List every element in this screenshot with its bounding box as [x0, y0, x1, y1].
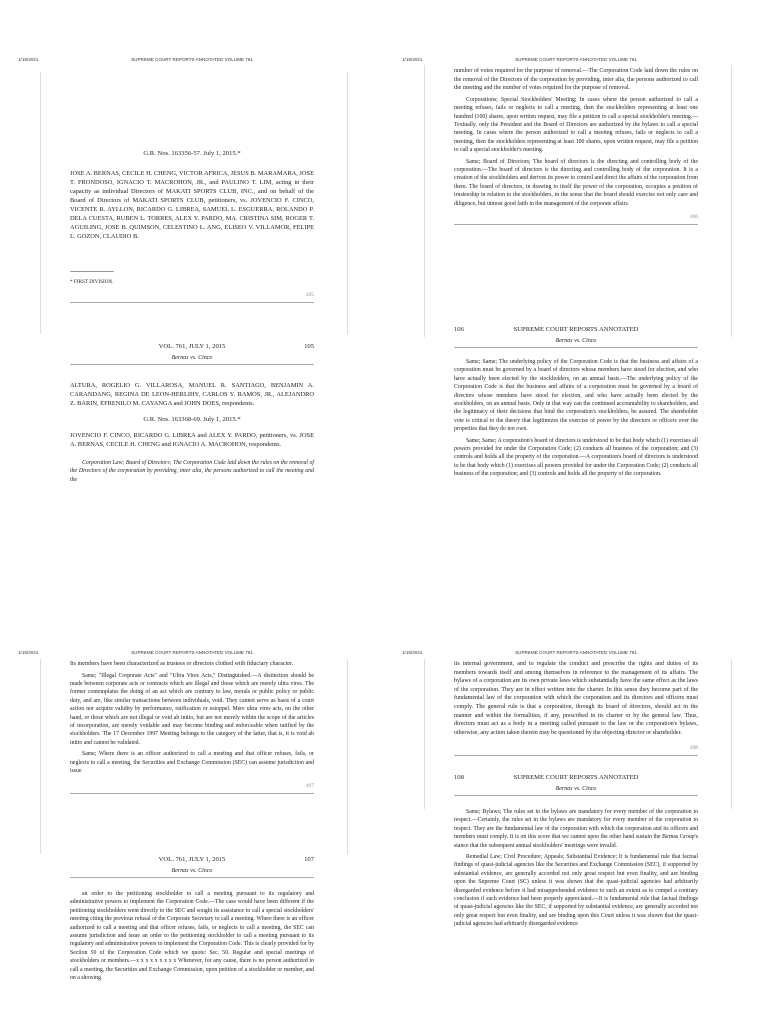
header-date: 1/19/2021 [402, 57, 423, 62]
running-page-number: 108 [454, 774, 464, 781]
gr-number-line: G.R. Nos. 163368-69. July 1, 2015.* [143, 416, 241, 423]
running-subtitle: Bernas vs. Cinco [171, 868, 213, 874]
text-block-1 [454, 660, 698, 756]
page-header [402, 650, 750, 658]
running-rule [70, 364, 314, 365]
page-header [18, 57, 366, 65]
case-block-1 [70, 150, 314, 303]
page-divider [454, 224, 698, 225]
running-volume: VOL. 761, JULY 1, 2015 [158, 343, 226, 350]
header-title: SUPREME COURT REPORTS ANNOTATED VOLUME 761 [515, 57, 637, 62]
body-paragraph: its internal government, and to regulate the conduct and prescribe the rights and duties of its members towards itself and among themselves in reference to the management of its affairs. The bylaws of a corporation are its own private laws which substantially have the same effect as the laws of the corporation. They are in effect written into the charter. In this sense they become part of the fundamental law of the corporation with which the corporation and its directors and officers must comply. The general rule is that a corporation, through its board of directors, should act in the manner and within the formalities, if any, prescribed in its charter or by the general law. Thus, directors must act as a body in a meeting called pursuant to the law or the corporation's bylaws, otherwise, any action taken therein may be questioned by the objecting director or shareholder. [454, 661, 698, 736]
document-page-2 [384, 0, 768, 512]
text-block-2 [454, 326, 698, 479]
syllabus-paragraph: Same; "Illegal Corporate Acts" and "Ultra Vires Acts," Distinguished.—A distinction should be made between corporate acts or contracts which are illegal and those which are merely ultra vires. The former contemplates the doing of an act which are contrary to law, morals or public policy or public duty, and are, like similar transactions between individuals, void. They cannot serve as basis of a court action nor acquire validity by performance, ratification or estoppel. Mere ultra vires acts, on the other hand, or those which are not illegal or void ab initio, but are not merely within the scope of the articles of incorporation, are merely voidable and may become binding and enforceable when ratified by the stockholders. The 17 December 1997 Meeting belongs to the category of the latter, that is, it is void ab initio and cannot be validated. [70, 672, 314, 746]
body-paragraph: number of votes required for the purpose of removal.—The Corporation Code laid down the rules on the removal of the Directors of the corporation by providing, inter alia, the persons authorized to call the meeting and the number of votes required for the purpose of removal. [454, 68, 698, 92]
parties-text: JOVENCIO F. CINCO, RICARDO G. LIBREA and ALEX Y. PARDO, petitioners, vs. JOSE A. BERNAS, CECILE H. CHENG and IGNACIO A. MACROHON, respondents. [70, 432, 314, 448]
header-title: SUPREME COURT REPORTS ANNOTATED VOLUME 761 [131, 650, 253, 655]
syllabus-paragraph: an order to the petitioning stockholder to call a meeting pursuant to its regulatory and administrative powers to implement the Corporation Code.—The case would have been different if the petitioning stockholders went directly to the SEC and sought its assistance to call a special stockholders' meeting citing the previous refusal of the Corporate Secretary to call a meeting. Where there is an officer authorized to call a meeting and that officer refuses, fails, or neglects to call a meeting, the SEC can assume jurisdiction and issue an order to the petitioning stockholder to call a meeting pursuant to its regulatory and administrative powers to implement the Corporation Code. This is clearly provided for by Section 50 of the Corporation Code which we quote: Sec. 50. Regular and special meetings of stockholders or members.—x x x x x x x x x Whenever, for any cause, there is no person authorized to call a meeting, the Securities and Exchange Commission, upon petition of a stockholder or member, and on a showing [70, 891, 314, 982]
body-paragraph: Its members have been characterized as trustees or directors clothed with fiduciary character. [70, 661, 294, 667]
running-title: SUPREME COURT REPORTS ANNOTATED [513, 774, 639, 781]
footnote: * FIRST DIVISION. [70, 279, 114, 285]
syllabus-paragraph: Same; Where there is an officer authorized to call a meeting and that officer refuses, fails, or neglects to call a meeting, the Securities and Exchange Commission (SEC) can assume jurisdiction and issue [70, 751, 314, 775]
text-block-1 [70, 660, 314, 794]
running-rule [454, 347, 698, 348]
text-block-1 [454, 67, 698, 225]
running-rule [70, 877, 314, 878]
document-page-4 [384, 512, 768, 1024]
parties-text: ALTURA, ROGELIO G. VILLAROSA, MANUEL R. SANTIAGO, BENJAMIN A. CARANDANG, REGINA DE LEON-HERLIHY, CARLOS Y. RAMOS, JR., ALEJANDRO Z. BARIN, EFRENILO M. CAYANGA and JOHN DOES, respondents. [70, 382, 314, 407]
page-divider [70, 302, 314, 303]
case-block-2 [70, 343, 314, 484]
running-header [454, 326, 698, 338]
header-title: SUPREME COURT REPORTS ANNOTATED VOLUME 761 [515, 650, 637, 655]
running-subtitle: Bernas vs. Cinco [555, 338, 597, 344]
footnote-rule [70, 271, 114, 272]
document-page-3 [0, 512, 384, 1024]
running-subtitle: Bernas vs. Cinco [171, 355, 213, 361]
page-divider [70, 793, 314, 794]
running-volume: VOL. 761, JULY 1, 2015 [158, 856, 226, 863]
syllabus-paragraph: Same; Same; A corporation's board of directors is understood to be that body which (1) exercises all powers provided for under the Corporation Code; (2) conducts all business of the corporation; and (3) controls and holds all the property of the corporation.—A corporation's board of directors is understood to be that body which (1) exercises all powers provided for under the Corporation Code; (2) conducts all business of the corporation; and (3) controls and holds all the property of the corporation. [454, 437, 698, 478]
header-date: 1/19/2021 [18, 650, 39, 655]
page-number: 108 [689, 745, 698, 752]
running-header [454, 774, 698, 786]
header-date: 1/19/2021 [18, 57, 39, 62]
header-date: 1/19/2021 [402, 650, 423, 655]
running-page-number: 105 [304, 343, 314, 350]
page-header [18, 650, 366, 658]
running-header [70, 856, 314, 868]
running-rule [454, 795, 698, 796]
page-header [402, 57, 750, 65]
running-header [70, 343, 314, 355]
page-number: 107 [305, 783, 314, 790]
syllabus-paragraph: Same; Same; The underlying policy of the Corporation Code is that the business and affairs of a corporation must be governed by a board of directors whose members have stood for election, and who have actually been elected by the stockholders, on an annual basis.—The underlying policy of the Corporation Code is that the business and affairs of a corporation must be governed by a board of directors whose members have stood for election, and who have actually been elected by the stockholders, on an annual basis. Only in that way can the continued accountability to shareholders, and the legitimacy of their decisions that bind the corporation's stockholders, be assured. The shareholder vote is critical to the theory that legitimizes the exercise of power by the directors or officers over the properties that they do not own. [454, 359, 698, 433]
gr-number-line: G.R. Nos. 163356-57. July 1, 2015.* [143, 150, 241, 157]
running-page-number: 107 [304, 856, 314, 863]
running-title: SUPREME COURT REPORTS ANNOTATED [513, 326, 639, 333]
header-title: SUPREME COURT REPORTS ANNOTATED VOLUME 761 [131, 57, 253, 62]
page-number: 105 [305, 292, 314, 298]
syllabus-paragraph: Same; Board of Directors; The board of directors is the directing and controlling body of the corporation.—The board of directors is the directing and controlling body of the corporation. It is a creation of the stockholders and derives its power to control and direct the affairs of the corporation from them. The board of directors, in drawing to itself the power of the corporation, occupies a position of trusteeship in relation to the stockholders, in the sense that the board should exercise not only care and diligence, but utmost good faith in the management of the corporate affairs. [454, 158, 698, 207]
page-divider [454, 755, 698, 756]
running-subtitle: Bernas vs. Cinco [555, 786, 597, 792]
syllabus-paragraph: Same; Bylaws; The rules set in the bylaws are mandatory for every member of the corporation to respect.—Certainly, the rules set in the bylaws are mandatory for every member of the corporation to respect. They are the fundamental law of the corporation with which the corporation and its officers and members must comply. It is on this score that we cannot upon the other hand sustain the Bernas Group's stance that the subsequent annual stockholders' meetings were invalid. [454, 809, 698, 849]
syllabus-paragraph: Corporation Law; Board of Directors; The Corporation Code laid down the rules on the removal of the Directors of the corporation by providing, inter alia, the persons authorized to call the meeting and the [70, 460, 314, 483]
text-block-2 [454, 774, 698, 929]
running-page-number: 106 [454, 326, 464, 333]
page-number: 106 [689, 214, 698, 221]
text-block-2 [70, 856, 314, 982]
document-page-1 [0, 0, 384, 512]
parties-text: JOSE A. BERNAS, CECILE H. CHENG, VICTOR AFRICA, JESUS B. MARAMARA, JOSE T. FRONDOSO, IGNACIO T. MACROHON, JR., and PAULINO T. LIM, acting in their capacity as individual Directors of MAKATI SPORTS CLUB, INC., and on behalf of the Board of Directors of MAKATI SPORTS CLUB, petitioners, vs. JOVENCIO F. CINCO, VICENTE R. AYLLON, RICARDO G. LIBREA, SAMUEL L. ESGUERRA, ROLANDO P. DELA CUESTA, RUBEN L. TORRES, ALEX Y. PARDO, MA. CRISTINA SIM, ROGER T. AGUILING, JOSE B. QUIMSON, CELESTINO L. ANG, ELISEO V. VILLAMOR, FELIPE L. GOZON, CLAUDIO B. [70, 170, 314, 240]
syllabus-paragraph: Corporations; Special Stockholders' Meeting; In cases where the person authorized to call a meeting refuses, fails or neglects to call a meeting, then the stockholders representing at least one hundred (100) shares, upon written request, may file a petition to call a special stockholder's meeting.—Textually, only the President and the Board of Directors are authorized by the bylaws to call a special meeting. In cases where the person authorized to call a meeting refuses, fails or neglects to call a meeting, then the stockholders representing at least 100 shares, upon written request, may file a petition to call a special stockholder's meeting. [454, 96, 698, 154]
syllabus-paragraph: Remedial Law; Civil Procedure; Appeals; Substantial Evidence; It is fundamental rule that factual findings of quasi-judicial agencies like the Securities and Exchange Commission (SEC), if supported by substantial evidence, are generally accorded not only great respect but even finality, and are binding upon the Supreme Court (SC) unless it was shown that the quasi-judicial agencies had arbitrarily disregarded evidence before it had misapprehended evidence to such an extent as to compel a contrary conclusion if such evidence had been properly appreciated.—It is fundamental rule that factual findings of quasi-judicial agencies like the SEC, if supported by substantial evidence, are generally accorded not only great respect but even finality, and are binding upon this Court unless it was shown that the quasi-judicial agencies had arbitrarily disregarded evidence [454, 854, 698, 928]
